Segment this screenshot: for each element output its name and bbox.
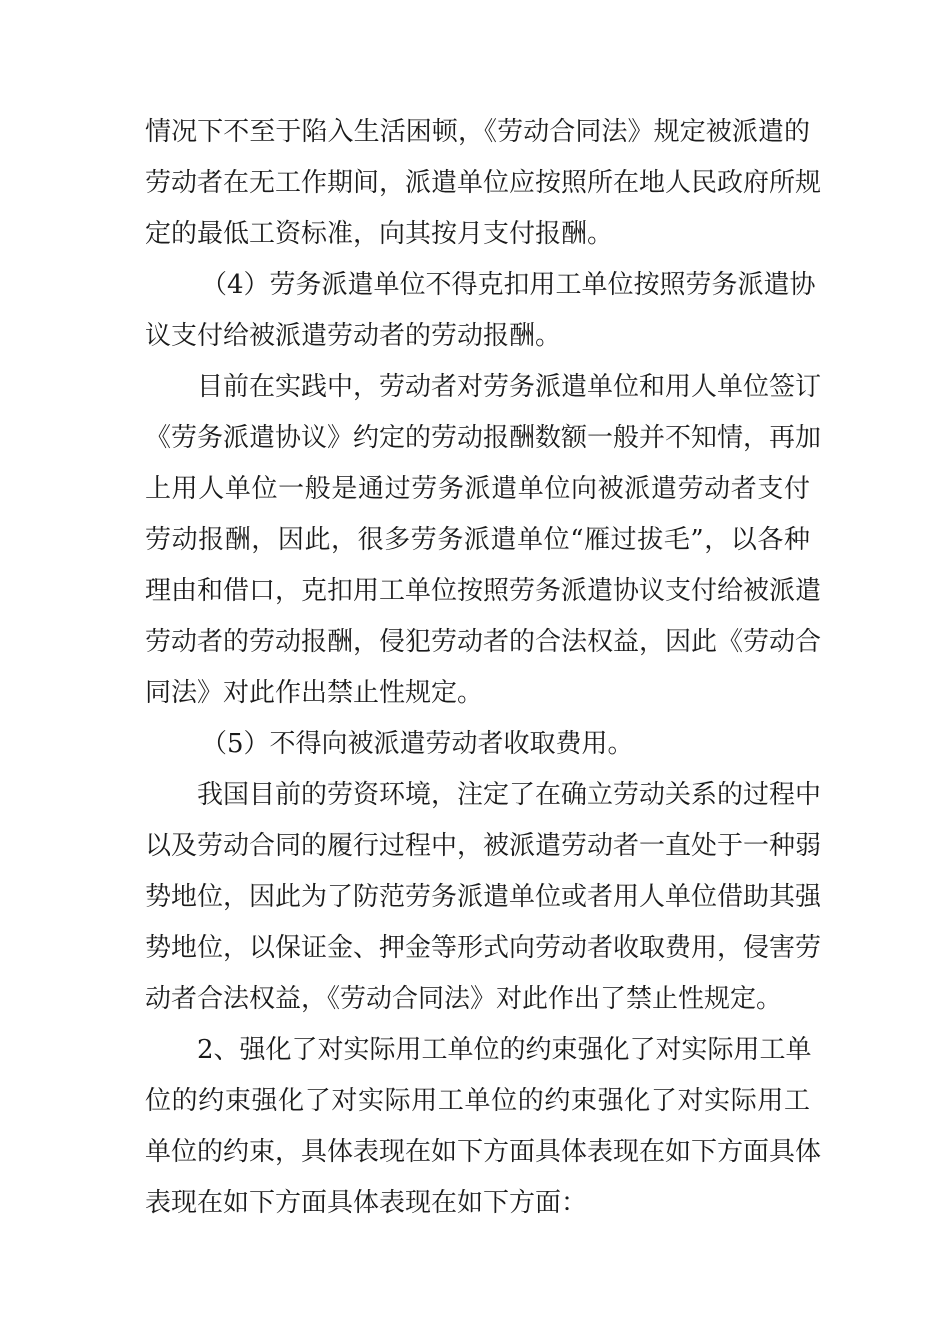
- text-line: 定的最低工资标准，向其按月支付报酬。: [145, 219, 614, 249]
- text-line: 表现在如下方面具体表现在如下方面：: [145, 1188, 588, 1218]
- list-item-5-heading: （5）不得向被派遣劳动者收取费用。: [201, 729, 634, 759]
- text-line: 情况下不至于陷入生活困顿，《劳动合同法》规定被派遣的: [145, 117, 810, 147]
- list-item-4-heading: （4）劳务派遣单位不得克扣用工单位按照劳务派遣协: [201, 270, 816, 300]
- text-line: 位的约束强化了对实际用工单位的约束强化了对实际用工: [145, 1086, 810, 1116]
- paragraph-start: 目前在实践中，劳动者对劳务派遣单位和用人单位签订: [197, 372, 822, 402]
- text-line: 议支付给被派遣劳动者的劳动报酬。: [145, 321, 562, 351]
- paragraph-start: 我国目前的劳资环境，注定了在确立劳动关系的过程中: [197, 780, 822, 810]
- text-line: 理由和借口，克扣用工单位按照劳务派遣协议支付给被派遣: [145, 576, 822, 606]
- text-line: 劳动者的劳动报酬，侵犯劳动者的合法权益，因此《劳动合: [145, 627, 822, 657]
- text-line: 势地位，以保证金、押金等形式向劳动者收取费用，侵害劳: [145, 933, 822, 963]
- text-line: 势地位，因此为了防范劳务派遣单位或者用人单位借助其强: [145, 882, 822, 912]
- text-line: 动者合法权益，《劳动合同法》对此作出了禁止性规定。: [145, 984, 783, 1014]
- text-line: 《劳务派遣协议》约定的劳动报酬数额一般并不知情，再加: [145, 423, 822, 453]
- text-line: 以及劳动合同的履行过程中，被派遣劳动者一直处于一种弱: [145, 831, 822, 861]
- text-line: 上用人单位一般是通过劳务派遣单位向被派遣劳动者支付: [145, 474, 810, 504]
- section-2-heading: 2、强化了对实际用工单位的约束强化了对实际用工单: [197, 1035, 812, 1065]
- text-line: 劳动者在无工作期间，派遣单位应按照所在地人民政府所规: [145, 168, 822, 198]
- document-body: [145, 107, 822, 1229]
- text-line: 劳动报酬，因此，很多劳务派遣单位“雁过拔毛”，以各种: [145, 525, 810, 555]
- text-line: 同法》对此作出禁止性规定。: [145, 678, 484, 708]
- text-line: 单位的约束，具体表现在如下方面具体表现在如下方面具体: [145, 1137, 822, 1167]
